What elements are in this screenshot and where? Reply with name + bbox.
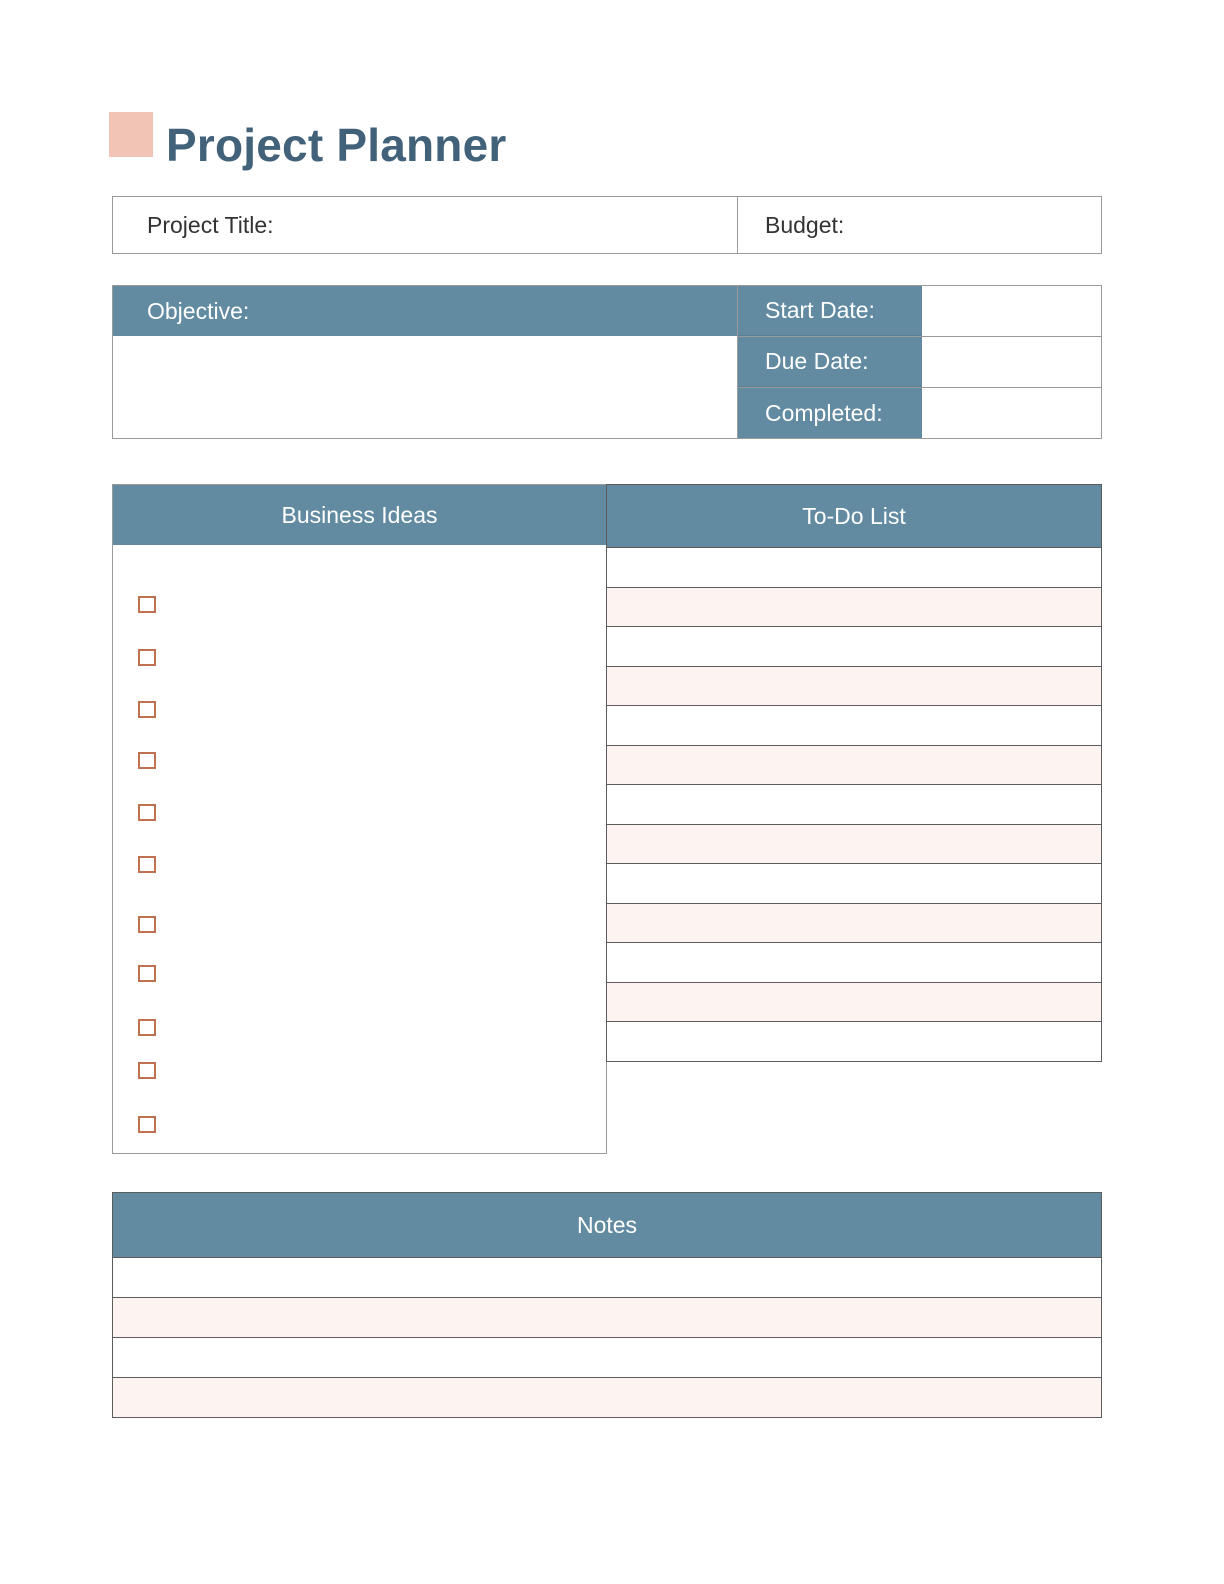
todo-line[interactable] (607, 547, 1101, 587)
todo-line[interactable] (607, 863, 1101, 903)
idea-checkbox-4[interactable] (138, 752, 156, 769)
objective-label: Objective: (113, 286, 737, 336)
budget-field[interactable] (738, 197, 1101, 253)
note-line[interactable] (113, 1257, 1101, 1297)
todo-list-title: To-Do List (607, 485, 1101, 547)
dates-section (738, 286, 1101, 438)
idea-checkbox-2[interactable] (138, 649, 156, 666)
business-ideas-section (112, 484, 607, 1154)
due-date-row (738, 337, 1101, 388)
business-ideas-title: Business Ideas (113, 485, 606, 545)
todo-line[interactable] (607, 784, 1101, 824)
project-info-row (112, 196, 1102, 254)
note-line[interactable] (113, 1337, 1101, 1377)
idea-checkbox-1[interactable] (138, 596, 156, 613)
objective-field[interactable] (113, 336, 737, 438)
idea-checkbox-10[interactable] (138, 1062, 156, 1079)
project-title-field[interactable] (113, 197, 738, 253)
todo-line[interactable] (607, 903, 1101, 943)
idea-checkbox-5[interactable] (138, 804, 156, 821)
idea-checkbox-3[interactable] (138, 701, 156, 718)
completed-field[interactable] (922, 388, 1101, 438)
todo-line[interactable] (607, 1021, 1101, 1061)
completed-row (738, 388, 1101, 438)
todo-line[interactable] (607, 705, 1101, 745)
due-date-field[interactable] (922, 337, 1101, 387)
idea-checkbox-11[interactable] (138, 1116, 156, 1133)
notes-section (112, 1192, 1102, 1418)
objective-dates-row (112, 285, 1102, 439)
todo-list-section (606, 484, 1102, 1062)
start-date-row (738, 286, 1101, 337)
todo-line[interactable] (607, 587, 1101, 627)
page-title: Project Planner (166, 119, 507, 171)
budget-label: Budget: (765, 211, 845, 238)
note-line[interactable] (113, 1377, 1101, 1417)
completed-label: Completed: (738, 388, 922, 438)
idea-checkbox-7[interactable] (138, 916, 156, 933)
todo-line[interactable] (607, 982, 1101, 1022)
start-date-label: Start Date: (738, 286, 922, 336)
todo-line[interactable] (607, 745, 1101, 785)
todo-line[interactable] (607, 626, 1101, 666)
idea-checkbox-8[interactable] (138, 965, 156, 982)
due-date-label: Due Date: (738, 337, 922, 387)
todo-line[interactable] (607, 942, 1101, 982)
objective-section (113, 286, 738, 438)
todo-line[interactable] (607, 824, 1101, 864)
idea-checkbox-9[interactable] (138, 1019, 156, 1036)
project-title-label: Project Title: (147, 211, 274, 238)
idea-checkbox-6[interactable] (138, 856, 156, 873)
notes-title: Notes (113, 1193, 1101, 1257)
title-accent-square (109, 112, 153, 157)
note-line[interactable] (113, 1297, 1101, 1337)
todo-line[interactable] (607, 666, 1101, 706)
start-date-field[interactable] (922, 286, 1101, 336)
